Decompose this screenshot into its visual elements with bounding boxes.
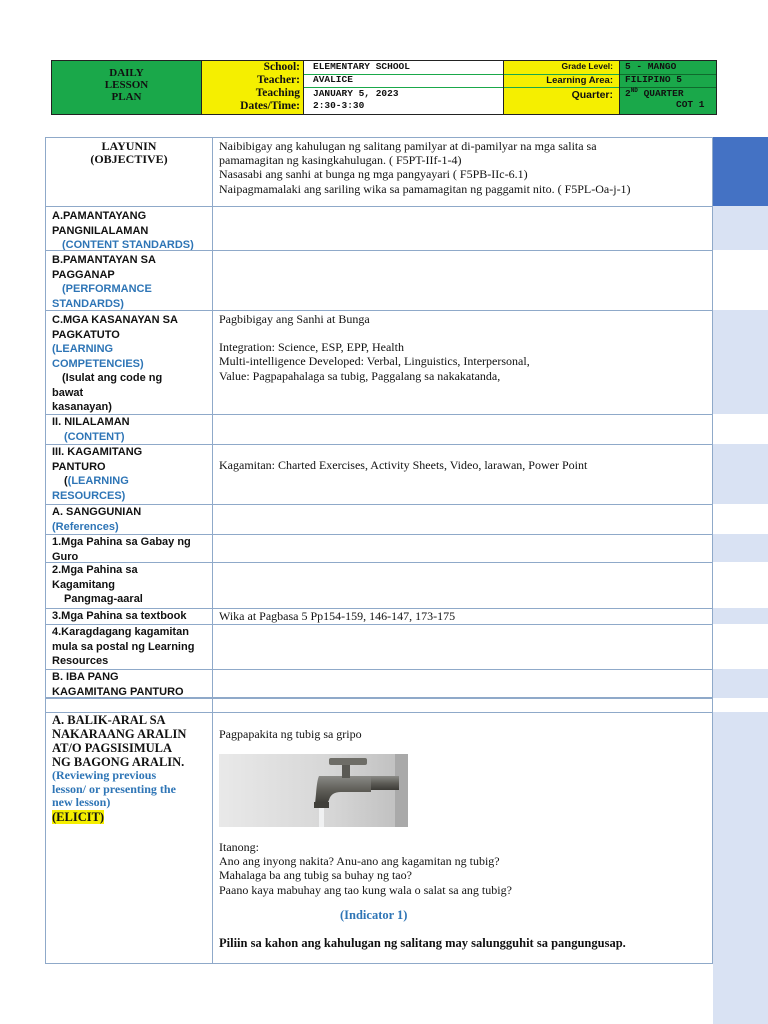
spacer-cell xyxy=(212,698,713,712)
side-band-dark xyxy=(713,137,768,206)
balik-aral-label: AT/O PAGSISIMULA xyxy=(52,741,173,755)
sanggunian-english: (References) xyxy=(52,520,119,533)
right-label-column xyxy=(504,61,620,114)
competencies-note: bawat xyxy=(52,386,84,399)
competencies-note: (Isulat ang code ng xyxy=(62,372,163,384)
sanggunian-cell xyxy=(212,504,713,534)
multi-intelligence-line: Multi-intelligence Developed: Verbal, Linguistics, Interpersonal, xyxy=(219,354,530,369)
right-value-column xyxy=(620,61,716,114)
content-standards-label: A.PAMANTAYANG xyxy=(52,210,147,222)
elicit-label: (ELICIT) xyxy=(52,809,105,824)
karagdagang-cell xyxy=(212,624,713,669)
integration-line: Integration: Science, ESP, EPP, Health xyxy=(219,340,404,355)
school-label: School: xyxy=(263,61,300,73)
dates-time-label: Dates/Time: xyxy=(240,100,300,112)
side-band xyxy=(713,669,768,698)
kagamitan-english: ((LEARNING xyxy=(64,475,129,487)
content-standards-cell xyxy=(212,206,713,250)
competencies-label-cell xyxy=(45,310,212,414)
kagamitan-content-cell xyxy=(212,444,713,504)
teacher-label: Teacher: xyxy=(256,74,300,86)
indicator-label: (Indicator 1) xyxy=(340,908,408,922)
nilalaman-english: (CONTENT) xyxy=(64,430,125,443)
textbook-label-cell xyxy=(45,608,212,624)
performance-standards-english: (PERFORMANCE xyxy=(62,283,152,295)
cot-value: COT 1 xyxy=(676,99,705,110)
questions-title: Itanong: xyxy=(219,840,259,854)
question: Mahalaga ba ang tubig sa buhay ng tao? xyxy=(219,868,412,883)
balik-aral-label: NAKARAANG ARALIN xyxy=(52,727,187,741)
sanggunian-label: A. SANGGUNIAN xyxy=(52,506,142,518)
side-band xyxy=(713,206,768,250)
performance-standards-label-cell xyxy=(45,250,212,310)
question: Ano ang inyong nakita? Anu-ano ang kagamitan ng tubig? xyxy=(219,854,500,869)
quarter-label: Quarter: xyxy=(571,89,613,101)
performance-standards-label: B.PAMANTAYAN SA xyxy=(52,254,156,266)
competencies-english: (LEARNING xyxy=(52,343,114,355)
karagdagang-label: 4.Karagdagang kagamitan xyxy=(52,626,189,638)
iba-pang-label: KAGAMITANG PANTURO xyxy=(52,685,184,698)
teacher-value: AVALICE xyxy=(313,74,353,85)
kagamitang-pm-label: 2.Mga Pahina sa xyxy=(52,564,138,576)
learning-area-value: FILIPINO 5 xyxy=(625,74,683,85)
objective-line: Nasasabi ang sanhi at bunga ng mga pangyayari ( F5PB-IIc-6.1) xyxy=(219,167,528,182)
karagdagang-label-cell xyxy=(45,624,212,669)
competency-topic: Pagbibigay ang Sanhi at Bunga xyxy=(219,312,370,326)
kagamitan-content: Kagamitan: Charted Exercises, Activity Sheets, Video, larawan, Power Point xyxy=(219,458,588,472)
nilalaman-label-cell xyxy=(45,414,212,444)
textbook-content: Wika at Pagbasa 5 Pp154-159, 146-147, 173-175 xyxy=(219,609,456,623)
nilalaman-cell xyxy=(212,414,713,444)
balik-aral-english: (Reviewing previous xyxy=(52,768,157,782)
learning-area-label: Learning Area: xyxy=(546,75,613,86)
lesson-plan-header xyxy=(51,60,717,115)
balik-aral-english: lesson/ or presenting the xyxy=(52,781,176,796)
kagamitang-pm-cell xyxy=(212,562,713,608)
gabay-cell xyxy=(212,534,713,562)
objective-label: LAYUNIN xyxy=(101,139,157,153)
objective-content-cell xyxy=(212,137,713,206)
iba-pang-label: B. IBA PANG xyxy=(52,671,119,683)
textbook-content-cell xyxy=(212,608,713,624)
balik-aral-content-cell xyxy=(212,712,713,964)
kagamitan-label-cell xyxy=(45,444,212,504)
objective-label-english: (OBJECTIVE) xyxy=(90,152,168,166)
objective-label-cell xyxy=(45,137,212,206)
iba-pang-label-cell xyxy=(45,669,212,698)
question: Paano kaya mabuhay ang tao kung wala o salat sa ang tubig? xyxy=(219,882,512,897)
gabay-label-cell xyxy=(45,534,212,562)
time-value: 2:30-3:30 xyxy=(313,100,365,111)
competencies-note: kasanayan) xyxy=(52,401,112,413)
karagdagang-label: mula sa postal ng Learning xyxy=(52,640,195,653)
balik-aral-label-cell xyxy=(45,712,212,964)
value-line: Value: Pagpapahalaga sa tubig, Paggalang sa nakakatanda, xyxy=(219,368,501,383)
balik-aral-english: new lesson) xyxy=(52,795,111,809)
value-column xyxy=(304,61,504,114)
balik-aral-intro: Pagpapakita ng tubig sa gripo xyxy=(219,727,362,741)
content-standards-label-cell xyxy=(45,206,212,250)
date-value: JANUARY 5, 2023 xyxy=(313,88,399,99)
kagamitang-pm-label: Pangmag-aaral xyxy=(64,593,143,605)
side-band xyxy=(713,444,768,504)
karagdagang-label: Resources xyxy=(52,655,109,667)
grade-level-value: 5 - MANGO xyxy=(625,61,677,72)
competencies-label: PAGKATUTO xyxy=(52,328,120,341)
side-band xyxy=(713,310,768,414)
content-standards-label: PANGNILALAMAN xyxy=(52,224,149,237)
performance-standards-cell xyxy=(212,250,713,310)
kagamitang-pm-label: Kagamitang xyxy=(52,578,115,591)
side-band xyxy=(713,712,768,1024)
competencies-english: COMPETENCIES) xyxy=(52,357,144,370)
teaching-label: Teaching xyxy=(255,87,300,99)
kagamitan-label: III. KAGAMITANG xyxy=(52,446,143,458)
title-cell xyxy=(52,61,202,114)
faucet-photo xyxy=(219,754,408,827)
kagamitang-pm-label-cell xyxy=(45,562,212,608)
title-lesson: LESSON xyxy=(104,79,149,91)
performance-standards-label: PAGGANAP xyxy=(52,268,115,281)
title-plan: PLAN xyxy=(111,91,142,103)
school-value: ELEMENTARY SCHOOL xyxy=(313,61,410,72)
sanggunian-label-cell xyxy=(45,504,212,534)
iba-pang-cell xyxy=(212,669,713,698)
balik-aral-label: NG BAGONG ARALIN. xyxy=(52,755,185,769)
performance-standards-english: STANDARDS) xyxy=(52,297,124,310)
balik-aral-label: A. BALIK-ARAL SA xyxy=(52,713,166,727)
content-standards-english: (CONTENT STANDARDS) xyxy=(62,239,194,251)
gabay-label: Guro xyxy=(52,550,79,563)
label-column xyxy=(202,61,304,114)
textbook-label: 3.Mga Pahina sa textbook xyxy=(52,610,187,622)
quarter-value: 2ND QUARTER xyxy=(625,87,684,100)
objective-line: pamamagitan ng kasingkahulugan. ( F5PT-IIf-1-4) xyxy=(219,153,462,168)
competencies-content-cell xyxy=(212,310,713,414)
grade-level-label: Grade Level: xyxy=(561,61,613,71)
instruction-text: Piliin sa kahon ang kahulugan ng salitang may salungguhit sa pangungusap. xyxy=(219,936,626,950)
side-band xyxy=(713,608,768,624)
spacer-cell xyxy=(45,698,212,712)
nilalaman-label: II. NILALAMAN xyxy=(52,416,130,428)
objective-line: Naibibigay ang kahulugan ng salitang pamilyar at di-pamilyar na mga salita sa xyxy=(219,139,597,153)
kagamitan-english: RESOURCES) xyxy=(52,489,126,502)
side-band xyxy=(713,534,768,562)
kagamitan-label: PANTURO xyxy=(52,460,106,473)
competencies-label: C.MGA KASANAYAN SA xyxy=(52,314,178,326)
title-daily: DAILY xyxy=(109,67,144,79)
objective-line: Naipagmamalaki ang sariling wika sa pamamagitan ng paggamit nito. ( F5PL-Oa-j-1) xyxy=(219,181,631,196)
gabay-label: 1.Mga Pahina sa Gabay ng xyxy=(52,536,191,548)
